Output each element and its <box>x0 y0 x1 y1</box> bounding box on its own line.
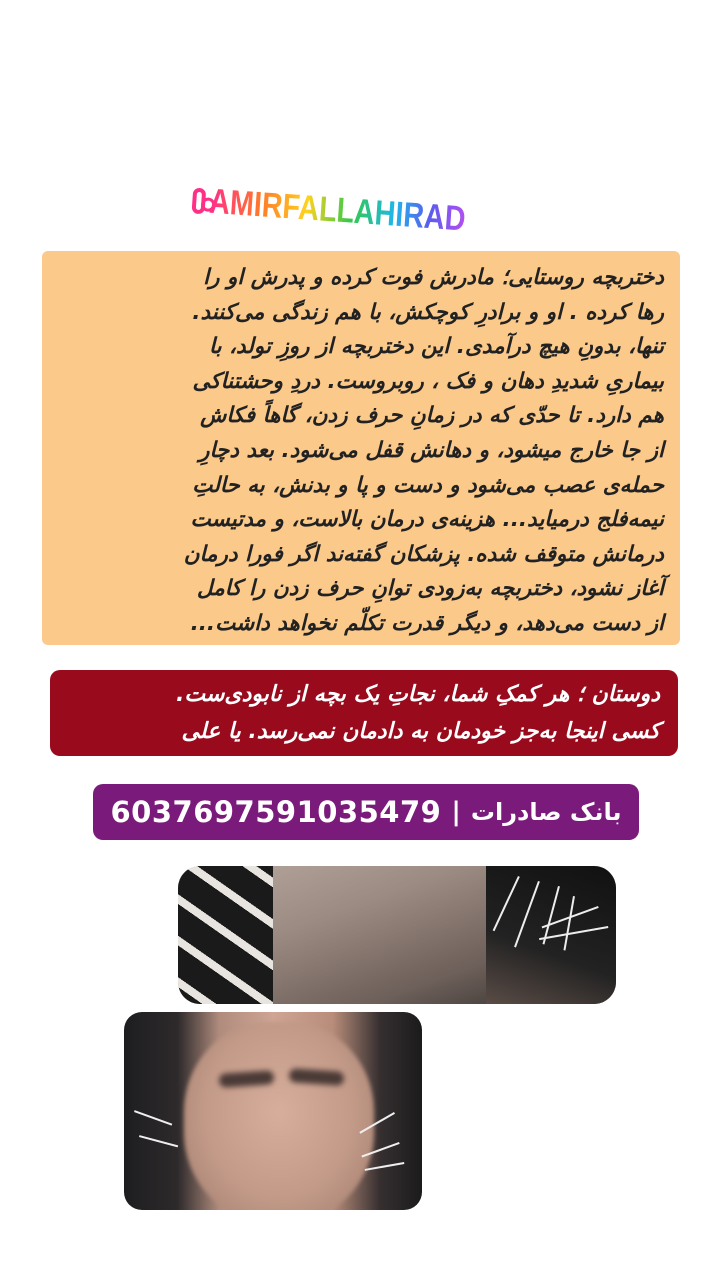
bank-account-box <box>93 784 639 840</box>
instagram-handle-sticker[interactable] <box>190 165 524 260</box>
acupuncture-photo-face <box>124 1012 422 1210</box>
story-text-box <box>42 251 680 645</box>
instagram-handle-text: AMIRFALLAHIRAD <box>208 181 467 239</box>
appeal-line: کسی اینجا به‌جز خودمان به دادمان نمی‌رسد. یا علی <box>181 719 660 744</box>
story-line: از جا خارج میشود، و دهانش قفل می‌شود. بعد دچارِ <box>199 437 664 463</box>
appeal-text-box <box>50 670 678 756</box>
bank-name: بانک صادرات <box>470 798 622 826</box>
bank-separator: | <box>451 797 461 827</box>
story-line: درمانش متوقف شده. پزشکان گفته‌ند اگر فورا درمان <box>183 541 664 567</box>
story-line: آغاز نشود، دختربچه به‌زودی توانِ حرف زدن را کامل <box>196 576 664 602</box>
story-line: بیماریِ شدیدِ دهان و فک ، روبروست. دردِ وحشتناکی <box>192 368 664 394</box>
story-line: نیمه‌فلج درمیاید... هزینه‌ی درمان بالاست، و مدتیست <box>190 507 664 533</box>
patterned-fabric <box>178 866 273 1004</box>
story-line: دختربچه روستایی؛ مادرش فوت کرده و پدرش او را <box>203 265 664 290</box>
story-line: تنها، بدونِ هیچ درآمدی. این دختربچه از روزِ تولد، با <box>209 334 664 360</box>
story-line: از دست می‌دهد، و دیگر قدرت تکلّم نخواهد داشت... <box>190 610 664 636</box>
story-line: هم دارد. تا حدّی که در زمانِ حرف زدن، گاهاً فکاش <box>200 403 664 429</box>
needle <box>365 1162 405 1170</box>
instagram-icon <box>191 188 206 215</box>
story-line: رها کرده . او و برادرِ کوچکش، با هم زندگی می‌کنند. <box>192 299 664 325</box>
appeal-line: دوستان ؛ هر کمکِ شما، نجاتِ یک بچه از نابودی‌ست. <box>176 682 660 707</box>
bank-account-number[interactable]: 6037697591035479 <box>110 795 442 829</box>
acupuncture-photo-ear <box>178 866 616 1004</box>
needle <box>134 1111 172 1126</box>
story-line: حمله‌ی عصب می‌شود و دست و پا و بدنش، به حالتِ <box>192 472 664 498</box>
needle <box>139 1136 178 1148</box>
blurred-face <box>184 1022 374 1210</box>
